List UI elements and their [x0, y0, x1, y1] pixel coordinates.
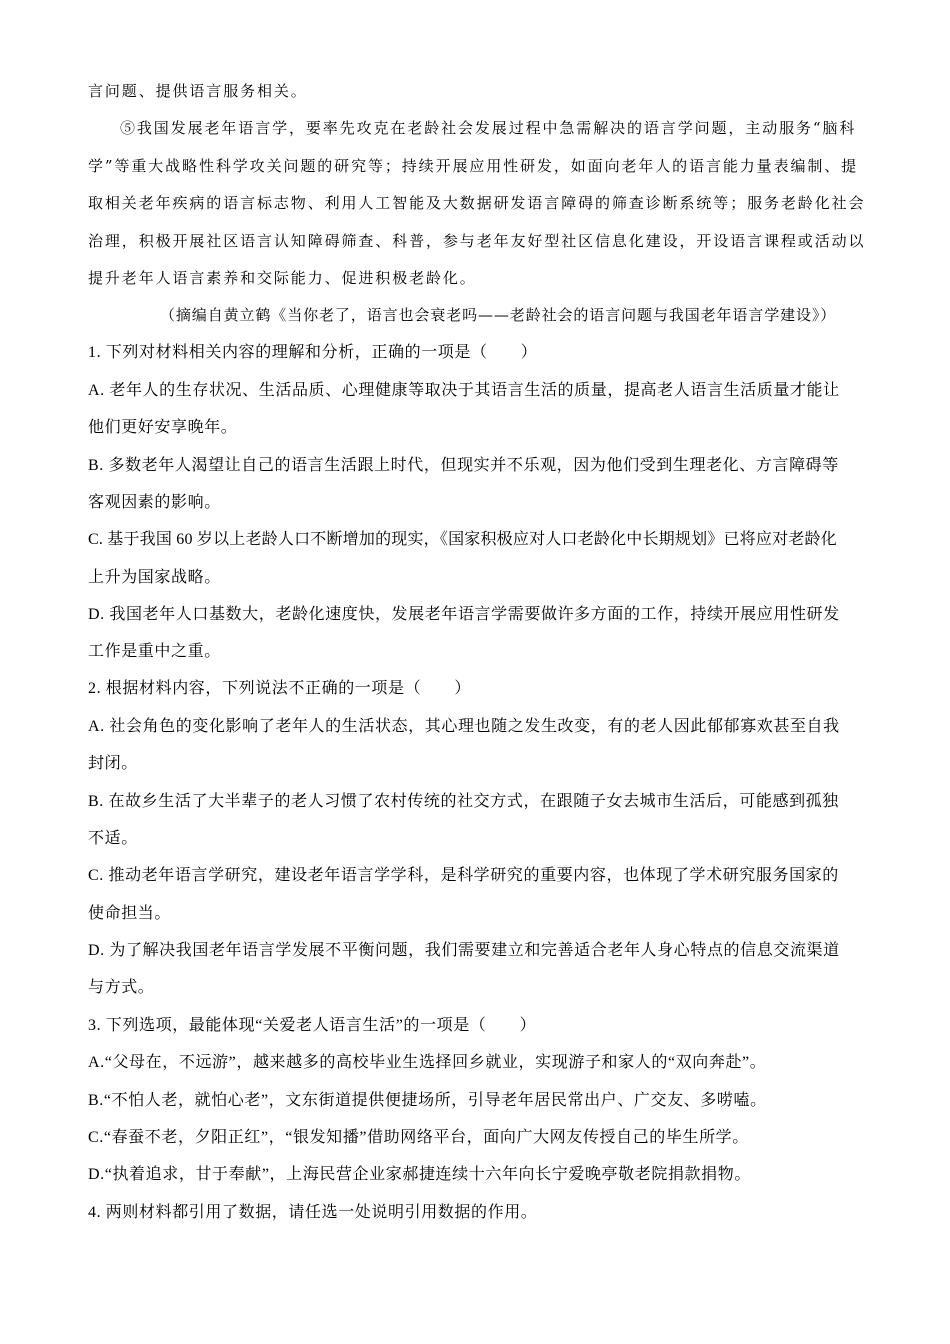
question-2-stem: 2. 根据材料内容，下列说法不正确的一项是（ ）	[88, 680, 472, 697]
question-1-stem: 1. 下列对材料相关内容的理解和分析，正确的一项是（ ）	[88, 344, 538, 361]
question-2-option-d: D. 为了解决我国老年语言学发展不平衡问题，我们需要建立和完善适合老年人身心特点的信息交流渠道	[88, 942, 840, 959]
question-3-option-d: D.“执着追求，甘于奉献”，上海民营企业家郝捷连续十六年向长宁爱晚亭敬老院捐款捐物。	[88, 1166, 751, 1183]
question-2-option-d-cont: 与方式。	[88, 979, 155, 996]
question-1-option-c-cont: 上升为国家战略。	[88, 569, 221, 586]
question-4-stem: 4. 两则材料都引用了数据，请任选一处说明引用数据的作用。	[88, 1204, 538, 1221]
question-1-option-a-cont: 他们更好安享晚年。	[88, 419, 238, 436]
source-citation: （摘编自黄立鹤《当你老了，语言也会衰老吗——老龄社会的语言问题与我国老年语言学建设》）	[160, 306, 837, 324]
question-3-option-b: B.“不怕人老，就怕心老”，文东街道提供便捷场所，引导老年居民常出户、广交友、多唠嗑。	[88, 1092, 767, 1109]
question-3-stem: 3. 下列选项，最能体现“关爱老人语言生活”的一项是（ ）	[88, 1017, 537, 1034]
question-2-option-a-cont: 封闭。	[88, 755, 138, 772]
question-2-option-c: C. 推动老年语言学研究，建设老年语言学学科，是科学研究的重要内容，也体现了学术研究服务国家的	[88, 867, 839, 884]
question-1-option-c: C. 基于我国 60 岁以上老龄人口不断增加的现实，《国家积极应对人口老龄化中长期规划》已将应对老龄化	[88, 531, 837, 548]
paragraph-5-line: 提升老年人语言素养和交际能力、促进积极老龄化。	[88, 269, 477, 287]
question-2-option-b-cont: 不适。	[88, 830, 138, 847]
question-2-option-a: A. 社会角色的变化影响了老年人的生活状态，其心理也随之发生改变，有的老人因此郁郁寡欢甚至自我	[88, 718, 840, 735]
question-1-option-a: A. 老年人的生存状况、生活品质、心理健康等取决于其语言生活的质量，提高老人语言生活质量才能让	[88, 382, 840, 399]
paragraph-5-line: 取相关老年疾病的语言标志物、利用人工智能及大数据研发语言障碍的筛查诊断系统等；服务老龄化社会	[88, 194, 866, 212]
question-1-option-d-cont: 工作是重中之重。	[88, 643, 221, 660]
passage-text-line: 言问题、提供语言服务相关。	[88, 82, 308, 100]
question-1-option-b-cont: 客观因素的影响。	[88, 494, 221, 511]
paragraph-5-line: 学”等重大战略性科学攻关问题的研究等；持续开展应用性研发，如面向老年人的语言能力量表编制、提	[88, 157, 859, 175]
question-3-option-a: A.“父母在，不远游”，越来越多的高校毕业生选择回乡就业，实现游子和家人的“双向奔赴”。	[88, 1054, 767, 1071]
question-3-option-c: C.“春蚕不老，夕阳正红”，“银发知播”借助网络平台，面向广大网友传授自己的毕生所学。	[88, 1129, 749, 1146]
question-1-option-d: D. 我国老年人口基数大，老龄化速度快，发展老年语言学需要做许多方面的工作，持续开展应用性研发	[88, 606, 840, 623]
question-2-option-b: B. 在故乡生活了大半辈子的老人习惯了农村传统的社交方式，在跟随子女去城市生活后，可能感到孤独	[88, 793, 839, 810]
question-2-option-c-cont: 使命担当。	[88, 905, 172, 922]
paragraph-5-line: 治理，积极开展社区语言认知障碍筛查、科普，参与老年友好型社区信息化建设，开设语言课程或活动以	[88, 232, 866, 250]
paragraph-5-line: ⑤我国发展老年语言学，要率先攻克在老龄社会发展过程中急需解决的语言学问题，主动服务“脑科	[120, 119, 857, 137]
question-1-option-b: B. 多数老年人渴望让自己的语言生活跟上时代，但现实并不乐观，因为他们受到生理老化、方言障碍等	[88, 457, 839, 474]
